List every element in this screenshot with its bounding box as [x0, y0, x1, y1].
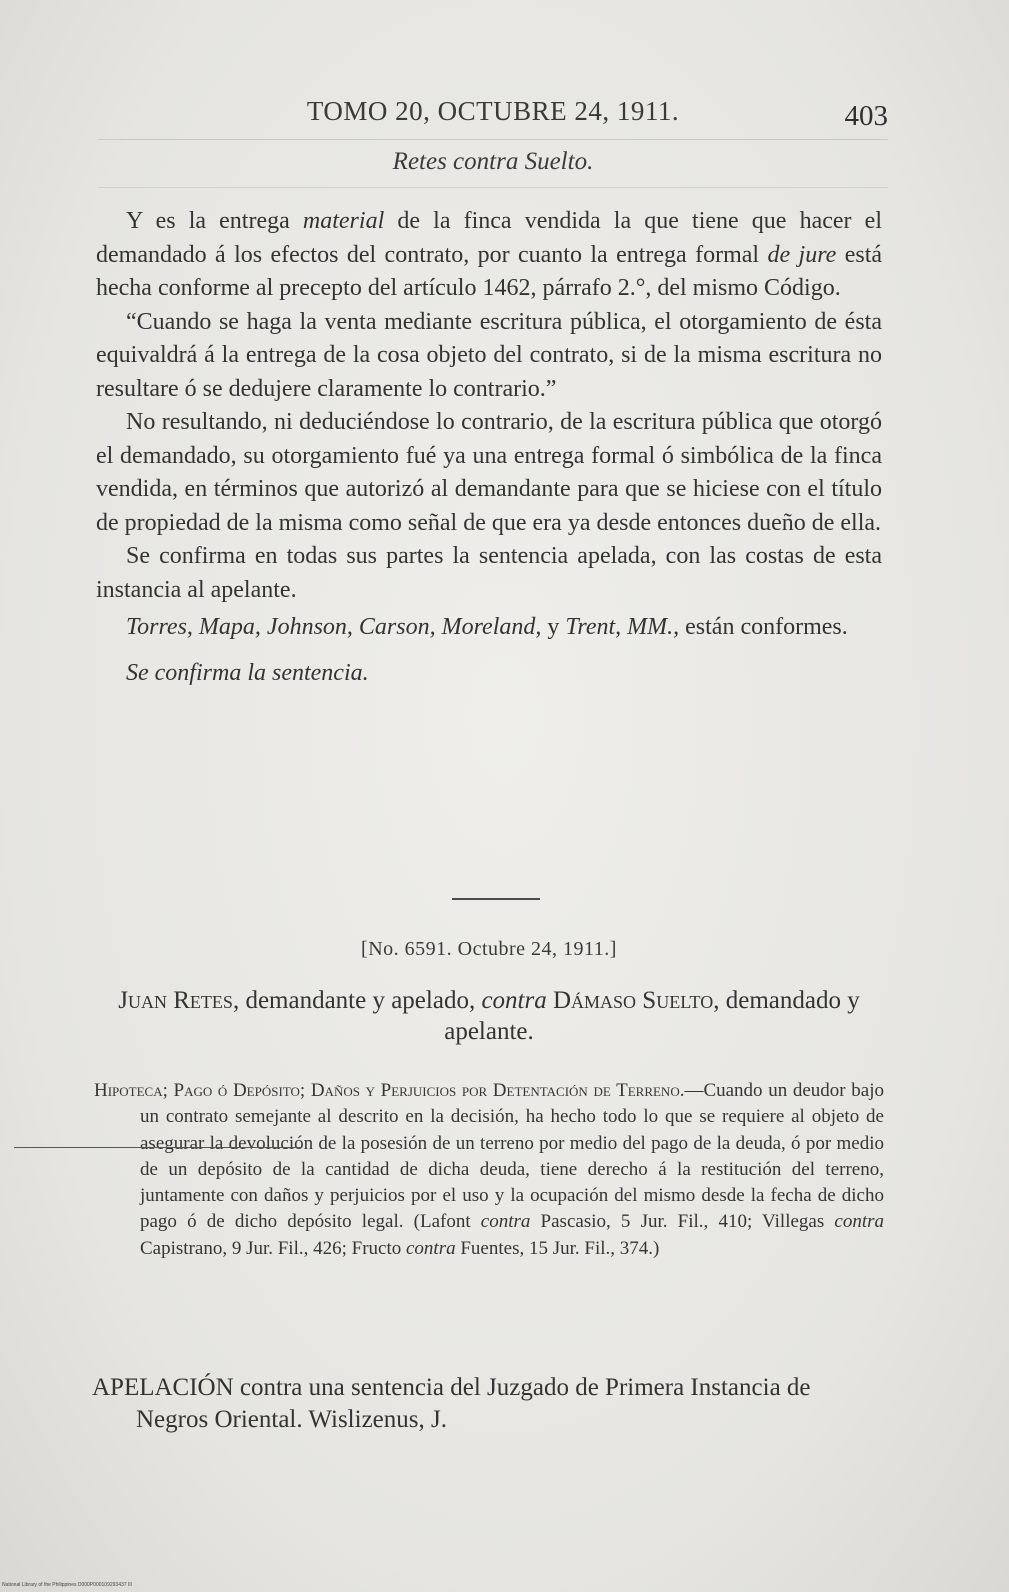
- text-span: y: [541, 614, 566, 640]
- opinion-text: [96, 205, 882, 690]
- header-rule-lower: [98, 187, 888, 188]
- italic-span: contra: [480, 1211, 531, 1233]
- defendant-role: , demandado y apelante.: [444, 987, 860, 1045]
- plaintiff-name: Juan Retes: [118, 987, 233, 1014]
- contra-word: contra: [481, 987, 547, 1014]
- appeal-statement: [92, 1372, 882, 1436]
- italic-span: material: [302, 208, 385, 234]
- text-span: de la finca vendida la que tiene que hacer el demandado á los efectos del contrato, por cuanto la entrega formal: [96, 208, 882, 268]
- case-running-title: Retes contra Suelto.: [392, 148, 594, 175]
- scan-footer: National Library of the Philippines D000P000109293437 III: [2, 1582, 133, 1588]
- text-span: Pascasio, 5 Jur. Fil., 410; Villegas: [530, 1211, 835, 1233]
- case-parties: [96, 985, 882, 1047]
- text-span: está hecha conforme al precepto del artículo 1462, párrafo 2.°, del mismo Código.: [96, 241, 883, 301]
- page-number: 403: [844, 100, 888, 132]
- justice-trent: Trent, MM.,: [565, 614, 680, 640]
- italic-span: contra: [834, 1211, 885, 1233]
- appeal-text: APELACIÓN contra una sentencia del Juzgado de Primera Instancia de Negros Oriental. Wislizenus, J.: [92, 1374, 811, 1433]
- running-head: TOMO 20, OCTUBRE 24, 1911.: [306, 96, 680, 126]
- text-span: están conformes.: [679, 614, 848, 640]
- text-span: —Cuando un deudor bajo un contrato semejante al descrito en la decisión, ha hecho todo lo que se requiere al objeto de asegurar la devolución de la posesión de un terreno por medio del pago de la deuda, ó por medio de un depósito de la cantidad de dicha deuda, tiene derecho á la restitución del terreno, juntamente con daños y perjuicios por el uso y la ocupación del mismo desde la fecha de dicho pago ó de dicho depósito legal. (Lafont: [140, 1080, 884, 1233]
- italic-span: de jure: [767, 241, 837, 268]
- italic-span: contra: [406, 1237, 456, 1259]
- docket-line: [No. 6591. Octubre 24, 1911.]: [361, 938, 617, 960]
- syllabus-heading: Hipoteca; Pago ó Depósito; Daños y Perjuicios por Detentación de Terreno.: [94, 1080, 685, 1101]
- page-header: [98, 92, 888, 136]
- text-span: Capistrano, 9 Jur. Fil., 426; Fructo: [140, 1237, 406, 1259]
- syllabus: [94, 1078, 884, 1262]
- plaintiff-role: , demandante y apelado,: [232, 987, 482, 1014]
- section-separator: [452, 898, 540, 900]
- text-span: Fuentes, 15 Jur. Fil., 374.): [455, 1237, 660, 1259]
- disposition: Se confirma la sentencia.: [126, 659, 369, 686]
- paragraph-4: Se confirma en todas sus partes la sentencia apelada, con las costas de esta instancia al apelante.: [96, 543, 882, 603]
- defendant-name: Dámaso Suelto: [552, 987, 714, 1014]
- stray-underline-mark: [14, 1147, 302, 1148]
- syllabus-paragraph: [94, 1078, 884, 1262]
- text-span: Y es la entrega: [126, 208, 303, 234]
- paragraph-3: No resultando, ni deduciéndose lo contrario, de la escritura pública que otorgó el demandado, su otorgamiento fué ya una entrega formal ó simbólica de la finca vendida, en términos que autorizó al demandante para que se hiciese con el título de propiedad de la misma como señal de que era ya desde entonces dueño de ella.: [96, 409, 882, 536]
- header-rule: [98, 139, 888, 140]
- paragraph-1: [96, 205, 882, 306]
- concurrence: [96, 611, 882, 645]
- justices-names: Torres, Mapa, Johnson, Carson, Moreland,: [126, 614, 542, 640]
- paragraph-2-quote: “Cuando se haga la venta mediante escritura pública, el otorgamiento de ésta equivaldrá á la entrega de la cosa objeto del contrato, si de la misma escritura no resultare ó se dedujere claramente lo contrario.”: [96, 308, 882, 402]
